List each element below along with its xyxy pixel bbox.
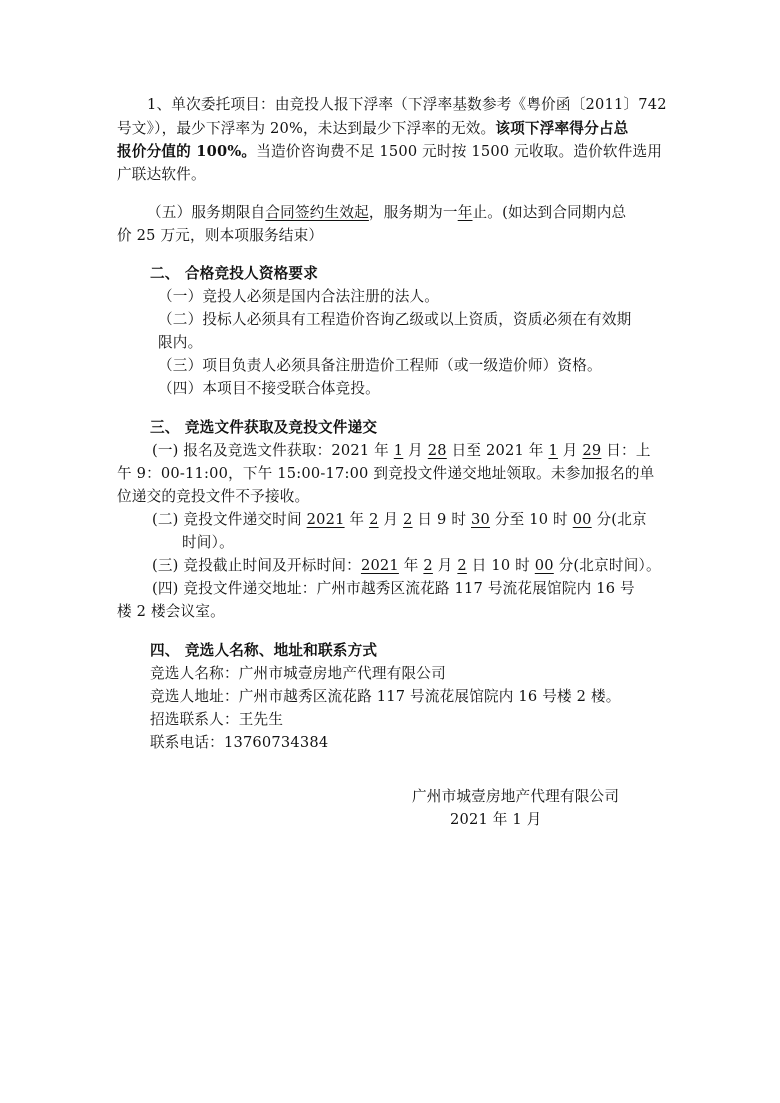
documents-item1-day2: 29 bbox=[582, 442, 602, 459]
documents-item3-b: 年 bbox=[398, 557, 424, 574]
documents-item1-line1 bbox=[152, 440, 651, 462]
section5-e: 止。(如达到合同期内总 bbox=[472, 204, 627, 221]
item1-line3-text: 当造价咨询费不足 1500 元时按 1500 元收取。造价软件选用 bbox=[256, 143, 663, 160]
contact-person: 招选联系人：王先生 bbox=[150, 711, 284, 728]
documents-item2-minute: 30 bbox=[470, 511, 490, 528]
documents-heading: 三、 竞选文件获取及竞投文件递交 bbox=[150, 419, 378, 436]
item1-line3-bold: 报价分值的 100%。 bbox=[117, 143, 257, 160]
documents-item1-e: 日：上 bbox=[601, 442, 651, 459]
section5-line2: 价 25 万元，则本项服务结束） bbox=[117, 227, 324, 244]
item1-line3 bbox=[117, 141, 662, 163]
qualification-item2-line1: （二）投标人必须具有工程造价咨询乙级或以上资质，资质必须在有效期 bbox=[158, 311, 632, 328]
signature-company: 广州市城壹房地产代理有限公司 bbox=[412, 788, 620, 805]
documents-item3-month: 2 bbox=[423, 557, 433, 574]
documents-item4-line2: 楼 2 楼会议室。 bbox=[117, 603, 225, 620]
documents-item1-line2: 午 9：00-11:00，下午 15:00-17:00 到竞投文件递交地址领取。未参加报名的单 bbox=[117, 465, 655, 482]
documents-item2-month: 2 bbox=[369, 511, 379, 528]
item1-line1: 1、单次委托项目：由竞投人报下浮率（下浮率基数参考《粤价函〔2011〕742 bbox=[147, 96, 667, 113]
documents-item1-c: 日至 2021 年 bbox=[446, 442, 549, 459]
documents-item4-line1: (四) 竞投文件递交地址：广州市越秀区流花路 117 号流花展馆院内 16 号 bbox=[152, 580, 635, 597]
section5-a: （五）服务期限自 bbox=[147, 204, 266, 221]
documents-item1-d: 月 bbox=[557, 442, 583, 459]
contact-name: 竞选人名称：广州市城壹房地产代理有限公司 bbox=[150, 665, 446, 682]
documents-item3-year: 2021 bbox=[360, 557, 399, 574]
documents-item1-day1: 28 bbox=[427, 442, 447, 459]
documents-item3 bbox=[152, 555, 661, 577]
contact-heading: 四、 竞选人名称、地址和联系方式 bbox=[150, 642, 378, 659]
documents-item3-minute: 00 bbox=[534, 557, 554, 574]
documents-item2-d: 日 9 时 bbox=[412, 511, 471, 528]
qualification-item1: （一）竞投人必须是国内合法注册的法人。 bbox=[158, 288, 440, 305]
documents-item1-b: 月 bbox=[403, 442, 428, 459]
section5-line1 bbox=[147, 202, 626, 224]
section5-c: ，服务期为一 bbox=[368, 204, 458, 221]
documents-item3-day: 2 bbox=[457, 557, 467, 574]
section5-b: 合同签约生效起 bbox=[265, 204, 369, 221]
contact-address: 竞选人地址：广州市越秀区流花路 117 号流花展馆院内 16 号楼 2 楼。 bbox=[150, 688, 621, 705]
documents-item1-line3: 位递交的竞投文件不予接收。 bbox=[117, 488, 310, 505]
item1-line2 bbox=[117, 118, 628, 140]
item1-line2-bold: 该项下浮率得分占总 bbox=[495, 120, 629, 137]
documents-item1-month2: 1 bbox=[548, 442, 558, 459]
documents-item2-day: 2 bbox=[403, 511, 413, 528]
documents-item2-b: 年 bbox=[344, 511, 370, 528]
contact-phone: 联系电话：13760734384 bbox=[150, 734, 329, 751]
documents-item2-line2: 时间）。 bbox=[182, 534, 234, 551]
qualification-item2-line2: 限内。 bbox=[158, 334, 203, 351]
documents-item3-e: 分(北京时间）。 bbox=[553, 557, 661, 574]
documents-item2-year: 2021 bbox=[306, 511, 345, 528]
item1-line4: 广联达软件。 bbox=[117, 166, 206, 183]
qualification-heading: 二、 合格竞投人资格要求 bbox=[150, 265, 319, 282]
qualification-item4: （四）本项目不接受联合体竞投。 bbox=[158, 380, 380, 397]
item1-line2-text: 号文》），最少下浮率为 20%，未达到最少下浮率的无效。 bbox=[117, 120, 496, 137]
documents-item2-c: 月 bbox=[378, 511, 404, 528]
qualification-item3: （三）项目负责人必须具备注册造价工程师（或一级造价师）资格。 bbox=[158, 357, 602, 374]
documents-item2-f: 分(北京 bbox=[591, 511, 647, 528]
documents-item2-a: (二) 竞投文件递交时间 bbox=[152, 511, 307, 528]
documents-item3-c: 月 bbox=[432, 557, 458, 574]
documents-item2-line1 bbox=[152, 509, 647, 531]
documents-item1-a: (一) 报名及竞选文件获取：2021 年 bbox=[152, 442, 394, 459]
documents-item2-e: 分至 10 时 bbox=[489, 511, 573, 528]
section5-d: 年 bbox=[457, 204, 473, 221]
documents-item1-month1: 1 bbox=[393, 442, 404, 459]
signature-date: 2021 年 1 月 bbox=[450, 811, 542, 828]
documents-item3-d: 日 10 时 bbox=[466, 557, 535, 574]
documents-item3-a: (三) 竞投截止时间及开标时间： bbox=[152, 557, 361, 574]
documents-item2-minute2: 00 bbox=[572, 511, 592, 528]
